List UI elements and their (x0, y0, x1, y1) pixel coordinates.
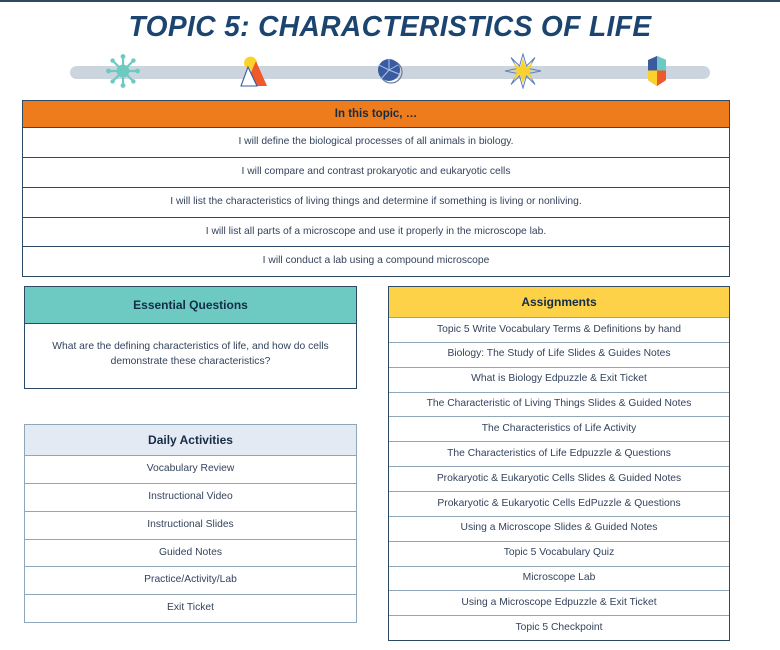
list-item: Instructional Video (25, 484, 356, 512)
list-item: Topic 5 Write Vocabulary Terms & Definitions by hand (389, 318, 729, 343)
list-item: What is Biology Edpuzzle & Exit Ticket (389, 368, 729, 393)
page-title: TOPIC 5: CHARACTERISTICS OF LIFE (128, 11, 652, 43)
cube-icon (634, 53, 680, 89)
list-item: Biology: The Study of Life Slides & Guides Notes (389, 343, 729, 368)
mountain-sun-icon (233, 53, 279, 89)
list-item: Instructional Slides (25, 512, 356, 540)
list-item: Vocabulary Review (25, 456, 356, 484)
table-row: I will list all parts of a microscope and use it properly in the microscope lab. (23, 218, 729, 248)
virus-icon (100, 53, 146, 89)
in-this-topic-header: In this topic, … (23, 101, 729, 128)
assignments-header: Assignments (389, 287, 729, 318)
list-item: Prokaryotic & Eukaryotic Cells Slides & Guided Notes (389, 467, 729, 492)
list-item: Prokaryotic & Eukaryotic Cells EdPuzzle & Questions (389, 492, 729, 517)
list-item: Exit Ticket (167, 602, 214, 614)
globe-icon (367, 53, 413, 89)
list-item: Using a Microscope Edpuzzle & Exit Ticket (389, 591, 729, 616)
essential-questions-body: What are the defining characteristics of life, and how do cells demonstrate these characteristics? (52, 341, 329, 367)
list-item: Microscope Lab (389, 567, 729, 592)
table-row: I will list the characteristics of living things and determine if something is living or nonliving. (23, 188, 729, 218)
table-row: I will define the biological processes of all animals in biology. (23, 128, 729, 158)
list-item: Using a Microscope Slides & Guided Notes (389, 517, 729, 542)
daily-activities-header: Daily Activities (25, 425, 356, 456)
table-row: I will compare and contrast prokaryotic and eukaryotic cells (23, 158, 729, 188)
topic-progress-bar (70, 53, 710, 89)
daily-activities-table (24, 424, 357, 623)
page-header (0, 0, 780, 89)
list-item: Guided Notes (25, 540, 356, 568)
list-item: Practice/Activity/Lab (25, 567, 356, 595)
list-item: The Characteristic of Living Things Slides & Guided Notes (389, 393, 729, 418)
essential-questions-header: Essential Questions (25, 287, 356, 324)
list-item: Topic 5 Checkpoint (515, 621, 603, 633)
list-item: The Characteristics of Life Edpuzzle & Questions (389, 442, 729, 467)
in-this-topic-table (22, 100, 730, 277)
sun-burst-icon (500, 53, 546, 89)
page-top-rule (0, 0, 780, 2)
list-item: The Characteristics of Life Activity (389, 417, 729, 442)
table-row: I will conduct a lab using a compound microscope (262, 255, 490, 267)
essential-questions-card (24, 286, 357, 389)
assignments-table (388, 286, 730, 641)
list-item: Topic 5 Vocabulary Quiz (389, 542, 729, 567)
